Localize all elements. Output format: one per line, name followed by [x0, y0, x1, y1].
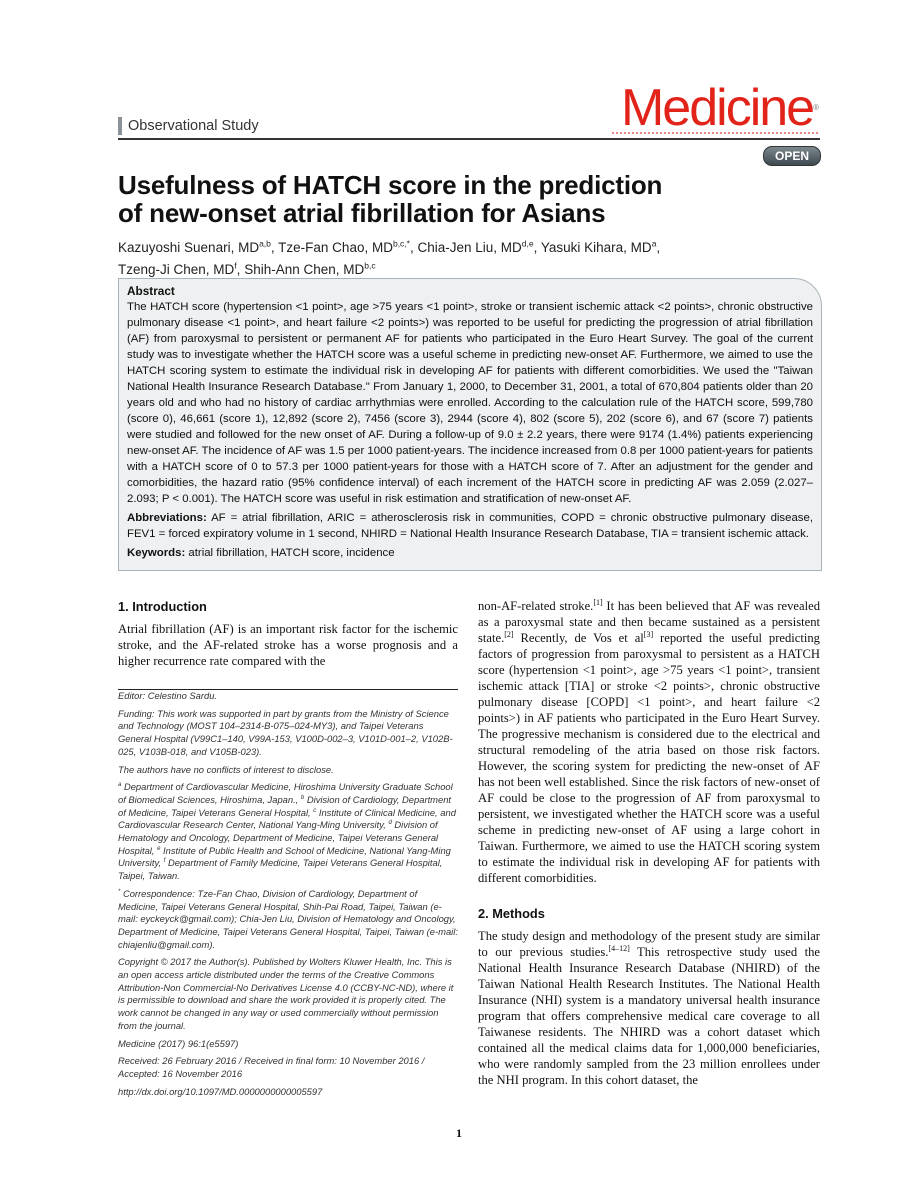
- footnote-funding: [118, 708, 458, 759]
- methods-heading: 2. Methods: [478, 906, 545, 921]
- author: Chia-Jen Liu, MD$^{d,e}$,: [417, 238, 541, 255]
- reference-superscript: b: [300, 794, 305, 801]
- left-column: [118, 599, 458, 669]
- text-run: Received: 26 February 2016 / Received in final form: 10 November 2016 / Accepted: 16 November 2016: [118, 1055, 425, 1079]
- abstract-heading: Abstract: [127, 284, 175, 298]
- abstract-text: The HATCH score (hypertension <1 point>, age >75 years <1 point>, stroke or transient ischemic attack <2 points>, chronic obstructive pulmonary disease <1 point>, and heart failure <2 points>) was reported to be useful for predicting the progression of atrial fibrillation (AF) from paroxysmal to persistent or permanent AF for patients who participated in the Euro Heart Survey. The goal of the current study was to investigate whether the HATCH score was a useful scheme in predicting new-onset AF. Furthermore, we aimed to use the HATCH scoring system to estimate the individual risk in developing AF for patients with different comorbidities. We used the "Taiwan National Health Insurance Research Database." From January 1, 2000, to December 31, 2001, a total of 670,804 patients older than 20 years old and who had no history of cardiac arrhythmias were enrolled. According to the calculation rule of the HATCH score, 599,780 (score 0), 46,661 (score 1), 12,892 (score 2), 7456 (score 3), 2944 (score 4), 802 (score 5), 202 (score 6), and 67 (score 7) patients were studied and followed for the new onset of AF. During a follow-up of 9.0 ± 2.2 years, there were 9174 (1.4%) patients experiencing new-onset AF. The incidence of AF was 1.5 per 1000 patient-years. The incidence increased from 0.8 per 1000 patient-years for patients with a HATCH score of 0 to 57.3 per 1000 patient-years for those with a HATCH score of 7. After an adjustment for the gender and comorbidities, the hazard ratio (95% confidence interval) of each increment of the HATCH score in predicting AF was 2.059 (2.027–2.093; P < 0.001). The HATCH score was useful in risk estimation and stratification of new-onset AF.: [127, 301, 813, 505]
- footnote-conflicts: [118, 764, 458, 777]
- open-access-badge: OPEN: [763, 146, 821, 166]
- footnote-copyright: [118, 956, 458, 1032]
- keywords-text: atrial fibrillation, HATCH score, incidence: [185, 547, 395, 559]
- author-list: [118, 234, 818, 279]
- text-run: Department of Cardiovascular Medicine, Hiroshima University Graduate School of Biomedical Sciences, Hiroshima, Japan.,: [118, 781, 453, 805]
- text-run: The authors have no conflicts of interest to disclose.: [118, 763, 334, 775]
- abstract-box: [118, 278, 822, 571]
- intro-heading: 1. Introduction: [118, 599, 207, 614]
- text-run: Atrial fibrillation (AF) is an important risk factor for the ischemic stroke, and the AF-related stroke has a worse prognosis and a higher recurrence rate compared with the: [118, 622, 458, 668]
- intro-paragraph-continued: [478, 598, 820, 886]
- reference-superscript: f: [163, 858, 166, 865]
- footnote-correspondence: [118, 888, 458, 952]
- reference-superscript: *: [118, 888, 121, 895]
- article-title: [118, 171, 818, 227]
- keywords: [127, 545, 813, 561]
- reference-superscript: e: [157, 845, 161, 852]
- footnotes: [118, 689, 458, 1103]
- title-line: Usefulness of HATCH score in the prediction: [118, 170, 663, 200]
- intro-paragraph: [118, 621, 458, 669]
- text-run: Institute of Public Health and School of Medicine, National Yang-Ming University,: [118, 844, 451, 869]
- text-run: Editor: Celestino Sardu.: [118, 690, 218, 701]
- registered-mark: ®: [813, 103, 819, 112]
- text-run: Medicine (2017) 96:1(e5597): [118, 1037, 239, 1049]
- footnote-dates: [118, 1055, 458, 1080]
- title-line: of new-onset atrial fibrillation for Asians: [118, 198, 606, 228]
- reference-superscript[interactable]: [2]: [504, 629, 514, 639]
- footnote-affiliations: [118, 781, 458, 883]
- footnote-citation: [118, 1038, 458, 1051]
- abbreviations-label: Abbreviations:: [127, 512, 207, 524]
- logo-underline: [612, 132, 818, 134]
- text-run: http://dx.doi.org/10.1097/MD.0000000000005597: [118, 1085, 323, 1097]
- text-run: The study design and methodology of the present study are similar to our previous studies.: [478, 929, 820, 959]
- journal-logo-text: Medicine: [620, 79, 814, 137]
- text-run: Department of Family Medicine, Taipei Veterans General Hospital, Taipei, Taiwan.: [118, 857, 443, 882]
- footnote-doi-link[interactable]: [118, 1086, 458, 1099]
- text-run: Recently, de Vos et al: [513, 631, 644, 645]
- author: Yasuki Kihara, $MD^a$,: [540, 238, 661, 255]
- abbreviations-text: AF = atrial fibrillation, ARIC = atherosclerosis risk in communities, COPD = chronic obstructive pulmonary disease, FEV1 = forced expiratory volume in 1 second, NHIRD = National Health Insurance Research Database, TIA = transient ischemic attack.: [127, 512, 813, 540]
- text-run: Division of Hematology and Oncology, Department of Medicine, Taipei Veterans General Hospital,: [118, 819, 439, 856]
- journal-logo: [621, 80, 819, 136]
- article-type-label: Observational Study: [118, 117, 259, 135]
- reference-superscript[interactable]: [4–12]: [608, 943, 630, 953]
- text-run: It has been believed that AF was revealed as a paroxysmal state and then became sustained as a persistent state.: [478, 599, 820, 645]
- keywords-label: Keywords:: [127, 547, 186, 559]
- author: Tzeng-Ji Chen, $MD^f$,: [118, 260, 245, 277]
- text-run: This retrospective study used the National Health Insurance Research Database (NHIRD) of the Taiwan National Health Research Institutes. The National Health Insurance (NHI) system is a mandatory universal health insurance program that offers comprehensive medical care coverage to all Taiwanese residents. The NHIRD was a cohort dataset which contained all the medical claims data for 1,000,000 beneficiaries, who were randomly sampled from the 23 million enrollees under the NHI program. In this cohort dataset, the: [478, 945, 820, 1087]
- text-run: Copyright © 2017 the Author(s). Published by Wolters Kluwer Health, Inc. This is an open access article distributed under the terms of the Creative Commons Attribution-Non Commercial-No Derivatives License 4.0 (CCBY-NC-ND), where it is permissible to download and share the work provided it is properly cited. The work cannot be changed in any way or used commercially without permission from the journal.: [118, 956, 454, 1031]
- author: Kazuyoshi Suenari, MD$^{a,b}$,: [118, 238, 279, 255]
- text-run: Correspondence: Tze-Fan Chao, Division of Cardiology, Department of Medicine, Taipei Veterans General Hospital, Shih-Pai Road, Taipei, Taiwan (e-mail: eyckeyck@gmail.com); Chia-Jen Liu, Division of Hematology and Oncology, Department of Medicine, Taipei Veterans General Hospital, Taipei, Taiwan (e-mail: chiajenliu@gmail.com).: [118, 887, 458, 950]
- footnote-editor: [118, 690, 458, 703]
- page-number: 1: [456, 1126, 462, 1140]
- text-run: Division of Cardiology, Department of Medicine, Taipei Veterans General Hospital,: [118, 793, 452, 818]
- author: Tze-Fan Chao, $MD^{b,c,*}$,: [278, 238, 418, 255]
- right-column: [478, 598, 820, 1088]
- abbreviations: [127, 510, 813, 542]
- reference-superscript: c: [313, 807, 317, 814]
- reference-superscript: a: [118, 782, 122, 789]
- reference-superscript[interactable]: [3]: [643, 629, 654, 639]
- methods-paragraph: [478, 928, 820, 1088]
- text-run: Funding: This work was supported in part by grants from the Ministry of Science and Technology (MOST 104–2314-B-075–024-MY3), and Taipei Veterans General Hospital (V99C1–140, V99A-153, V100D-002–3, V101D-001–2, V102B-025, V103B-018, and V105B-023).: [118, 707, 453, 757]
- text-run: reported the useful predicting factors of progression from paroxysmal to persistent as a HATCH score (hypertension <1 point>, age >75 years <1 point>, transient ischemic attack [TIA] or stroke <2 points>, chronic obstructive pulmonary disease [COPD] <1 point>, and heart failure <2 points>) in AF patients who participated in the Euro Heart Survey. The progressive mechanism is considered due to the electrical and structural remodeling of the atria based on those risk factors. However, the scoring system for predicting the new-onset of AF has not been well established. Since the risk factors of new-onset of AF could be close to the progression of AF from paroxysmal to persistent, we investigated whether the HATCH score was a useful scheme in predicting new-onset of AF using a large cohort in Taiwan. Furthermore, we aimed to use the HATCH scoring system to estimate the individual risk in developing AF for patients with different comorbidities.: [478, 631, 820, 885]
- text-run: non-AF-related stroke.: [478, 599, 594, 613]
- reference-superscript: d: [388, 820, 392, 827]
- author: Shih-Ann Chen, MD$^{b,c}$: [244, 260, 376, 277]
- header-divider: [118, 138, 820, 140]
- reference-superscript[interactable]: [1]: [593, 597, 603, 607]
- text-run: Institute of Clinical Medicine, and Cardiovascular Research Center, National Yang-Ming University,: [118, 806, 456, 831]
